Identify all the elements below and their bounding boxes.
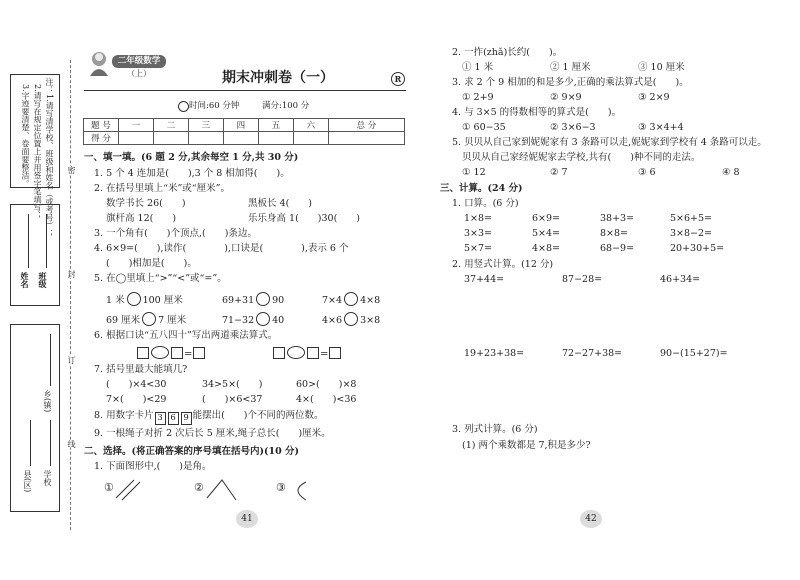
s2-q4: 4. 与 3×5 的得数相等的算式是( )。	[452, 107, 622, 118]
s1-q4b: ( )相加是( )。	[106, 258, 197, 269]
score-col: 二	[153, 119, 188, 132]
score-col-label: 题 号	[84, 119, 119, 132]
s1-q8-lead: 8. 用数字卡片	[94, 410, 154, 421]
cut-line	[70, 60, 71, 530]
s2-q5-opt-3: ③ 6	[638, 167, 656, 178]
score-col: 一	[119, 119, 154, 132]
s1-q3: 3. 一个角有( )个顶点,( )条边。	[94, 228, 257, 239]
mascot-icon	[86, 50, 112, 78]
oral-2-4: 3×8−2=	[670, 228, 713, 239]
score-table-score-row	[84, 132, 405, 145]
score-col: 五	[258, 119, 293, 132]
s1-q7-r1-c: 60>( )×8	[296, 379, 357, 390]
compare-right: 100 厘米	[142, 295, 183, 306]
oral-1-2: 6×9=	[532, 213, 561, 224]
figure-1-line-a	[116, 480, 134, 498]
time-info: 时间:60 分钟	[189, 101, 240, 111]
s1-q9: 9. 一根绳子对折 2 次后长 5 厘米,绳子总长( )厘米。	[94, 428, 331, 439]
name-label: 姓名	[20, 272, 30, 288]
oral-3-4: 20+30+5=	[670, 243, 725, 254]
compare-right: 3×8	[360, 315, 381, 326]
score-cell[interactable]	[153, 132, 188, 145]
cut-mark-3: 订	[67, 356, 76, 364]
s1-q5-row2-a	[106, 312, 186, 327]
s2-q2-opt-2: ② 1 厘米	[550, 62, 591, 73]
answer-box[interactable]	[171, 347, 183, 359]
score-col: 四	[223, 119, 258, 132]
s2-q5-opt-4: ④ 8	[722, 167, 740, 178]
score-row-label: 得 分	[84, 132, 119, 145]
s1-q6: 6. 根据口诀“五八四十”写出两道乘法算式。	[94, 330, 278, 341]
figure-2-angle	[207, 480, 236, 500]
score-cell[interactable]	[119, 132, 154, 145]
notice-line-3: 3.字迹要清楚、卷面要整洁。	[21, 84, 30, 188]
figure-3-curve	[298, 482, 306, 500]
s1-q2a: 数学书长 26( )	[106, 198, 186, 209]
s1-q5: 5. 在◯里填上“>”“<”或“=”。	[94, 273, 227, 284]
s2-q4-opt-3: ③ 3×4+4	[638, 122, 684, 133]
vertical-2-1: 19+23+38=	[464, 348, 525, 359]
s2-q3: 3. 求 2 个 9 相加的和是多少,正确的乘法算式是( )。	[452, 77, 689, 88]
section-2-heading: 二、选择。(将正确答案的序号填在括号内)(10 分)	[84, 446, 300, 457]
score-table	[83, 118, 405, 145]
number-card: 3	[155, 412, 166, 425]
s1-q8-tail: 能摆出( )个不同的两位数。	[192, 410, 324, 421]
oral-3-3: 68−9=	[600, 243, 635, 254]
oral-2-1: 3×3=	[464, 228, 493, 239]
answer-box[interactable]	[307, 347, 319, 359]
notice-line-2: 2.请写在规定位置上并用签字笔填写；	[33, 84, 42, 220]
s2-q3-opt-3: ③ 2×9	[638, 92, 670, 103]
s3-p1: 1. 口算。(6 分)	[452, 198, 519, 209]
oral-1-1: 1×8=	[464, 213, 493, 224]
town-label: 乡(镇)	[43, 390, 52, 413]
s2-q4-opt-1: ① 60−35	[462, 122, 506, 133]
s2-q3-opt-1: ① 2+9	[462, 92, 494, 103]
class-line	[46, 214, 47, 268]
s1-q1: 1. 5 个 4 连加是( ),3 个 8 相加得( )。	[94, 168, 290, 179]
s1-q7-r2-c: 4×( )<36	[296, 394, 357, 405]
notice-line-1: 注：1.请写清学校、班级和姓名（或考号）；	[45, 78, 54, 238]
oral-2-2: 5×4=	[532, 228, 561, 239]
s1-q2: 2. 在括号里填上“米”或“厘米”。	[94, 183, 231, 194]
answer-box[interactable]	[137, 347, 149, 359]
compare-right: 90	[272, 295, 285, 306]
oral-3-1: 5×7=	[464, 243, 493, 254]
score-cell[interactable]	[223, 132, 258, 145]
cut-mark-2: 封	[67, 270, 76, 278]
s2-fig-label-2: ②	[194, 481, 204, 494]
s1-q8	[94, 410, 324, 425]
score-col: 六	[293, 119, 328, 132]
number-card: 9	[181, 412, 192, 425]
compare-circle[interactable]	[256, 292, 270, 306]
class-name-box	[10, 204, 60, 306]
grade-badge: 二年级数学	[112, 55, 166, 68]
s2-q5a: 5. 贝贝从自己家到妮妮家有 3 条路可以走,妮妮家到学校有 4 条路可以走。	[452, 137, 767, 148]
number-card: 6	[168, 412, 179, 425]
figure-1-line-b	[122, 482, 140, 500]
s1-q7-r2-a: 7×( )<29	[106, 394, 167, 405]
s3-p3-q1: (1) 两个乘数都是 7,积是多少?	[462, 440, 591, 451]
s1-q5-row2-c	[322, 312, 380, 327]
operator-oval[interactable]	[151, 346, 169, 359]
score-info: 满分:100 分	[262, 101, 310, 111]
operator-oval[interactable]	[287, 346, 305, 359]
s3-p2: 2. 用竖式计算。(12 分)	[452, 259, 554, 270]
s1-q2d: 乐乐身高 1( )30( )	[248, 213, 360, 224]
s2-q2-opt-1: ① 1 米	[462, 62, 494, 73]
s2-q2: 2. 一拃(zhǎ)长约( )。	[452, 47, 563, 58]
s1-q7-r1-b: 34>5×( )	[202, 379, 263, 390]
cut-mark-1: 密	[67, 166, 76, 174]
county-line	[30, 420, 31, 466]
s1-q6-equation-2: =	[272, 346, 342, 361]
section-1-heading: 一、填一填。(6 题 2 分,其余每空 1 分,共 30 分)	[84, 152, 299, 163]
clock-icon	[178, 101, 189, 112]
s1-q5-row1-b	[222, 292, 284, 307]
s1-q5-row1-a	[106, 292, 183, 307]
school-label: 学校	[43, 470, 52, 486]
compare-left: 69+31	[222, 295, 255, 306]
name-line	[28, 214, 29, 268]
s1-q7: 7. 括号里最大能填几?	[94, 364, 188, 375]
compare-left: 71−32	[222, 315, 255, 326]
s2-q1: 1. 下面图形中,( )是角。	[94, 461, 212, 472]
vertical-2-2: 72−27+38=	[562, 348, 623, 359]
header-rule	[84, 90, 406, 91]
angle-figures	[110, 476, 310, 506]
compare-circle[interactable]	[344, 292, 358, 306]
compare-left: 7×4	[322, 295, 343, 306]
county-label: 县(区)	[23, 470, 32, 493]
score-col: 总 分	[328, 119, 404, 132]
page-number-left: 41	[236, 510, 258, 528]
s1-q4: 4. 6×9=( ),读作( ),口诀是( ),表示 6 个	[94, 243, 349, 254]
answer-box[interactable]	[329, 347, 341, 359]
answer-box[interactable]	[193, 347, 205, 359]
s1-q7-r1-a: ( )×4<30	[106, 379, 167, 390]
vertical-1-2: 87−28=	[562, 274, 603, 285]
registered-mark: R	[391, 72, 405, 86]
s2-q4-opt-2: ② 3×6−3	[550, 122, 596, 133]
compare-circle[interactable]	[256, 312, 270, 326]
compare-right: 7 厘米	[158, 315, 187, 326]
oral-1-3: 38+3=	[600, 213, 635, 224]
section-3-heading: 三、计算。(24 分)	[440, 183, 523, 194]
school-line	[50, 420, 51, 466]
s2-q3-opt-2: ② 9×9	[550, 92, 582, 103]
compare-circle[interactable]	[142, 312, 156, 326]
compare-right: 4×8	[360, 295, 381, 306]
vertical-2-3: 90−(15+27)=	[660, 348, 728, 359]
s1-q2c: 旗杆高 12( )	[106, 213, 177, 224]
s1-q6-equation-1: =	[136, 346, 206, 361]
compare-left: 69 厘米	[106, 315, 141, 326]
page-number-right: 42	[580, 510, 602, 528]
score-cell[interactable]	[328, 132, 404, 145]
compare-left: 1 米	[106, 295, 125, 306]
grade-badge-sub: （上）	[127, 69, 151, 78]
vertical-1-1: 37+44=	[464, 274, 505, 285]
town-line	[50, 334, 51, 386]
compare-left: 4×6	[322, 315, 343, 326]
oral-1-4: 5×6+5=	[670, 213, 713, 224]
oral-3-2: 4×8=	[532, 243, 561, 254]
score-cell[interactable]	[188, 132, 223, 145]
s3-p3: 3. 列式计算。(6 分)	[452, 424, 538, 435]
s1-q7-r2-b: ( )×6<37	[202, 394, 263, 405]
oral-2-3: 8×8=	[600, 228, 629, 239]
s2-q2-opt-3: ③ 10 厘米	[638, 62, 685, 73]
class-label: 班级	[38, 272, 48, 288]
compare-circle[interactable]	[344, 312, 358, 326]
exam-title: 期末冲刺卷（一）	[222, 70, 334, 86]
s1-q2b: 黑板长 4( )	[248, 198, 312, 209]
compare-right: 40	[272, 315, 285, 326]
s1-q5-row1-c	[322, 292, 380, 307]
score-cell[interactable]	[258, 132, 293, 145]
s2-q5-opt-1: ① 12	[462, 167, 486, 178]
score-cell[interactable]	[293, 132, 328, 145]
answer-box[interactable]	[273, 347, 285, 359]
s2-q5-opt-2: ② 7	[550, 167, 568, 178]
compare-circle[interactable]	[127, 292, 141, 306]
s2-fig-label-1: ①	[104, 481, 114, 494]
s1-q5-row2-b	[222, 312, 284, 327]
s2-q5b: 贝贝从自己家经妮妮家去学校,共有( )种不同的走法。	[462, 152, 701, 163]
cut-mark-4: 线	[67, 440, 76, 448]
vertical-1-3: 46+34=	[660, 274, 701, 285]
score-table-header-row	[84, 119, 405, 132]
score-col: 三	[188, 119, 223, 132]
s2-fig-label-3: ③	[276, 481, 286, 494]
